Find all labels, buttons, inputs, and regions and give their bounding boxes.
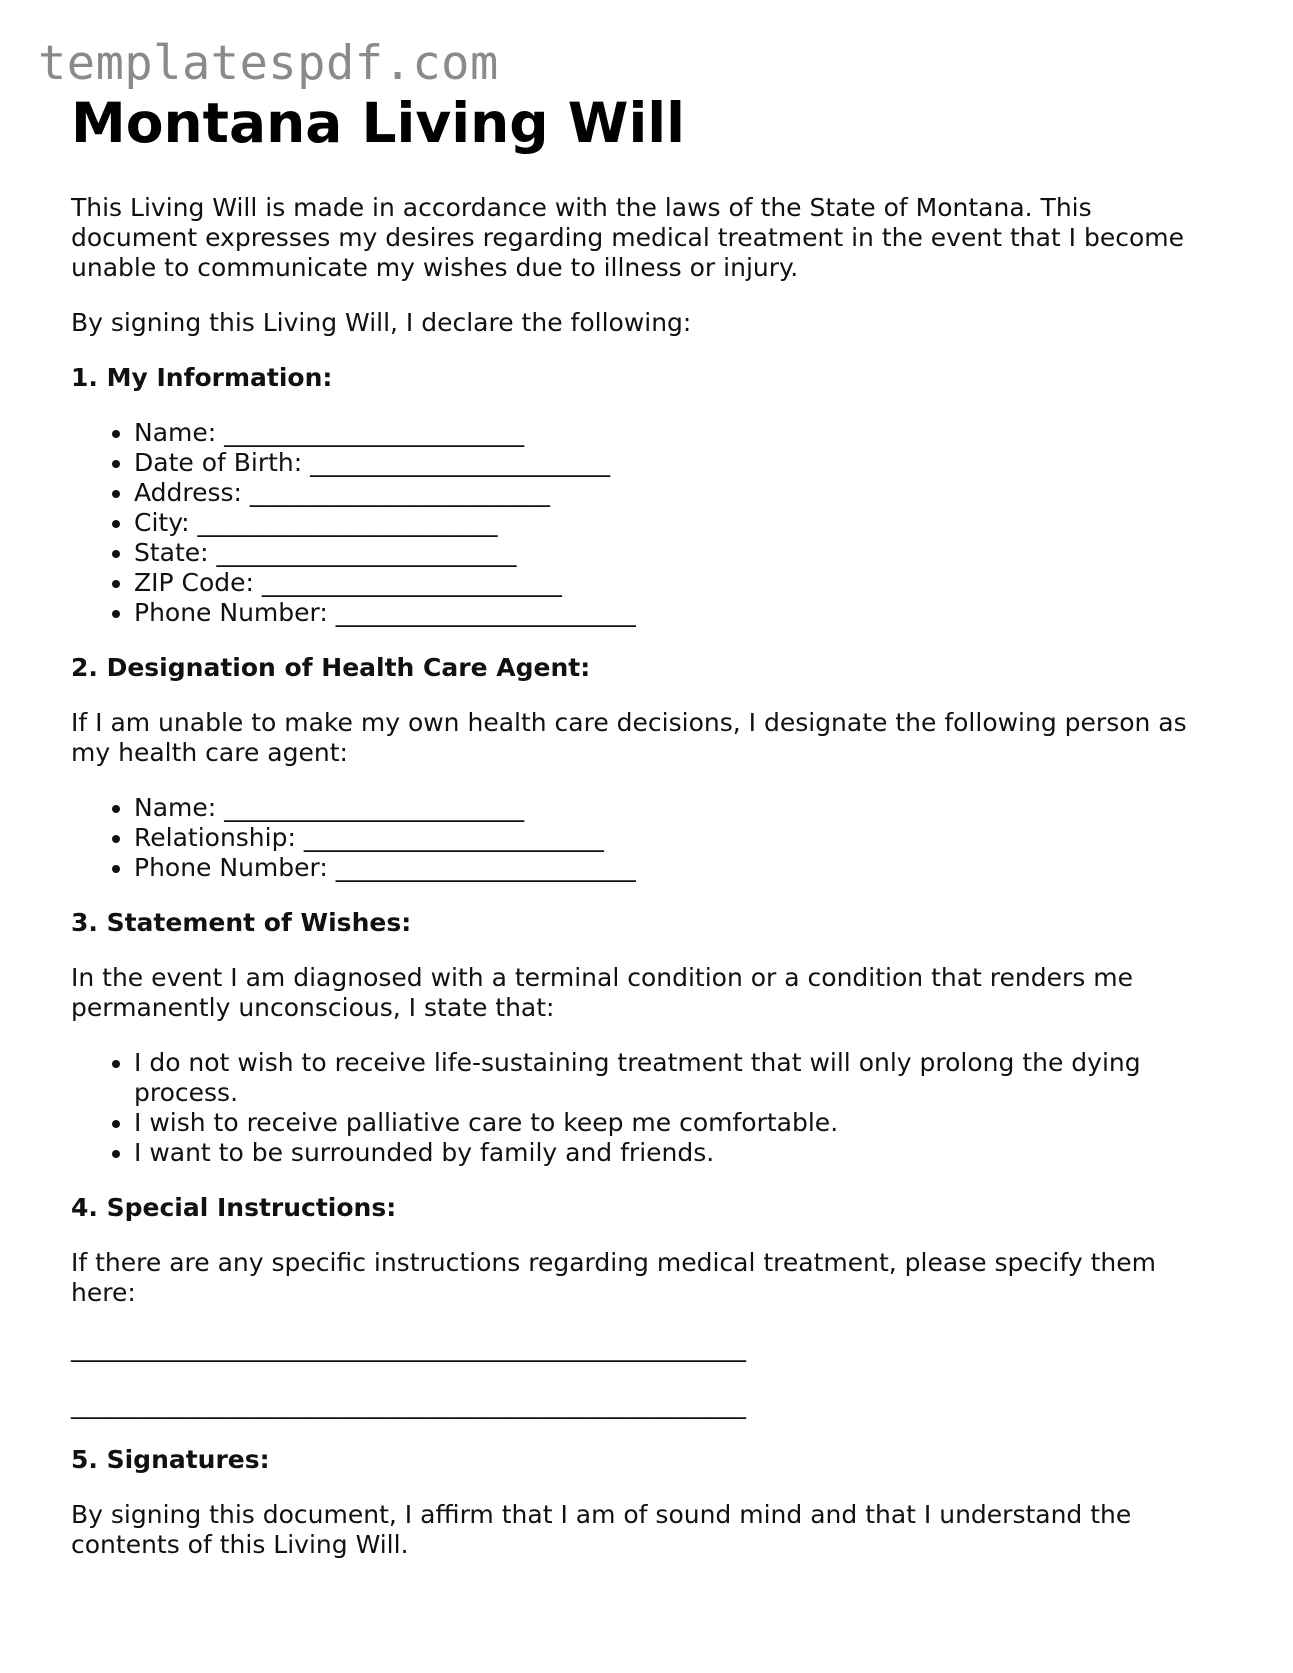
list-item: • Name: ________________________: [134, 418, 1221, 448]
intro-paragraph: This Living Will is made in accordance with the laws of the State of Montana. This document expresses my desires regarding medical treatment in the event that I become unable to communicate my wishes due to illness or injury.: [71, 193, 1185, 282]
list-item: • Phone Number: ________________________: [134, 598, 1221, 628]
instructions-blank-line: ______________________________________________________: [71, 1333, 746, 1362]
list-item: • City: ________________________: [134, 508, 1221, 538]
list-item: • Address: ________________________: [134, 478, 1221, 508]
statement-of-wishes-list: [71, 1048, 1221, 1168]
page-title: Montana Living Will: [71, 91, 685, 155]
instructions-blank-line: ______________________________________________________: [71, 1390, 746, 1419]
section-heading-my-information: 1. My Information:: [71, 363, 333, 392]
health-care-agent-list: [71, 793, 1221, 883]
list-item: • Phone Number: ________________________: [134, 853, 1221, 883]
section-heading-statement-of-wishes: 3. Statement of Wishes:: [71, 908, 412, 937]
my-information-list: [71, 418, 1221, 628]
list-item: • I wish to receive palliative care to keep me comfortable.: [134, 1108, 1221, 1138]
signatures-paragraph: By signing this document, I affirm that I am of sound mind and that I understand the contents of this Living Will.: [71, 1500, 1132, 1559]
statement-of-wishes-paragraph: In the event I am diagnosed with a terminal condition or a condition that renders me permanently unconscious, I state that:: [71, 963, 1133, 1022]
list-item: • ZIP Code: ________________________: [134, 568, 1221, 598]
section-heading-signatures: 5. Signatures:: [71, 1445, 270, 1474]
section-heading-health-care-agent: 2. Designation of Health Care Agent:: [71, 653, 591, 682]
declaration-paragraph: By signing this Living Will, I declare the following:: [71, 308, 692, 337]
special-instructions-paragraph: If there are any specific instructions regarding medical treatment, please specify them here:: [71, 1248, 1156, 1307]
health-care-agent-paragraph: If I am unable to make my own health care decisions, I designate the following person as my health care agent:: [71, 708, 1187, 767]
watermark: templatespdf.com: [38, 36, 499, 91]
list-item: • Relationship: ________________________: [134, 823, 1221, 853]
document-page: [71, 90, 1221, 1560]
list-item: • Name: ________________________: [134, 793, 1221, 823]
list-item: • I do not wish to receive life-sustaining treatment that will only prolong the dying process.: [134, 1048, 1221, 1108]
list-item: • Date of Birth: ________________________: [134, 448, 1221, 478]
list-item: • State: ________________________: [134, 538, 1221, 568]
section-heading-special-instructions: 4. Special Instructions:: [71, 1193, 397, 1222]
list-item: • I want to be surrounded by family and friends.: [134, 1138, 1221, 1168]
